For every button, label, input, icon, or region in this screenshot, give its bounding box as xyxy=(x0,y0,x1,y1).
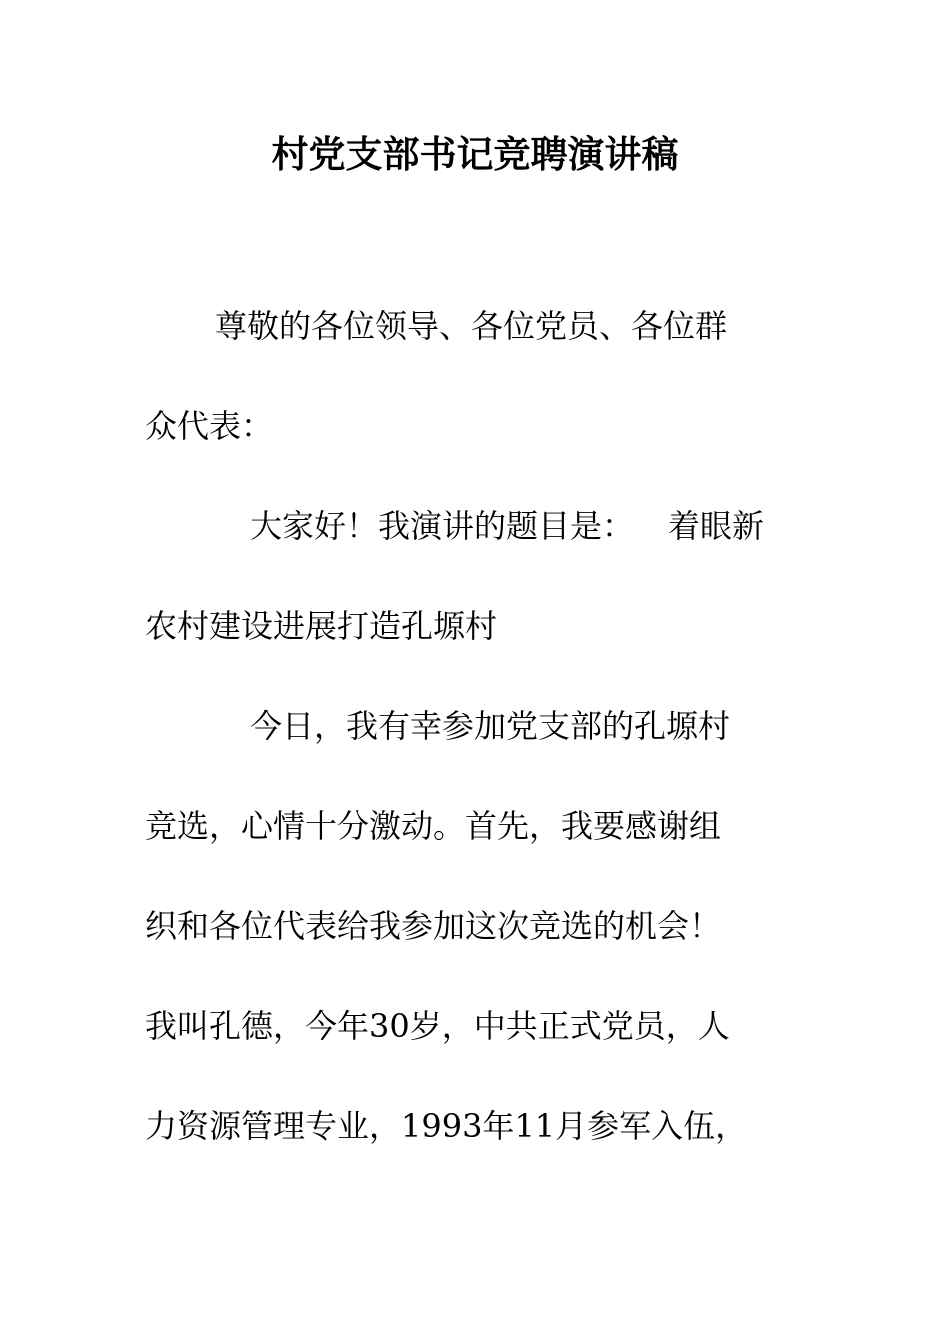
body-line-segment: 着眼新 xyxy=(668,507,765,545)
body-line: 农村建设进展打造孔塬村 xyxy=(145,607,498,645)
body-line: 织和各位代表给我参加这次竞选的机会！ xyxy=(145,907,722,945)
document-title: 村党支部书记竞聘演讲稿 xyxy=(271,132,679,176)
body-line: 尊敬的各位领导、各位党员、各位群 xyxy=(215,307,728,345)
body-line xyxy=(250,504,764,548)
body-line: 我叫孔德，今年30岁，中共正式党员，人 xyxy=(145,1007,730,1045)
body-line: 力资源管理专业，1993年11月参军入伍， xyxy=(145,1107,748,1145)
body-line: 竞选，心情十分激动。首先，我要感谢组 xyxy=(145,807,722,845)
body-line-segment: 大家好！我演讲的题目是： xyxy=(250,507,635,545)
body-line: 众代表： xyxy=(145,407,274,445)
body-line: 今日，我有幸参加党支部的孔塬村 xyxy=(250,707,731,745)
